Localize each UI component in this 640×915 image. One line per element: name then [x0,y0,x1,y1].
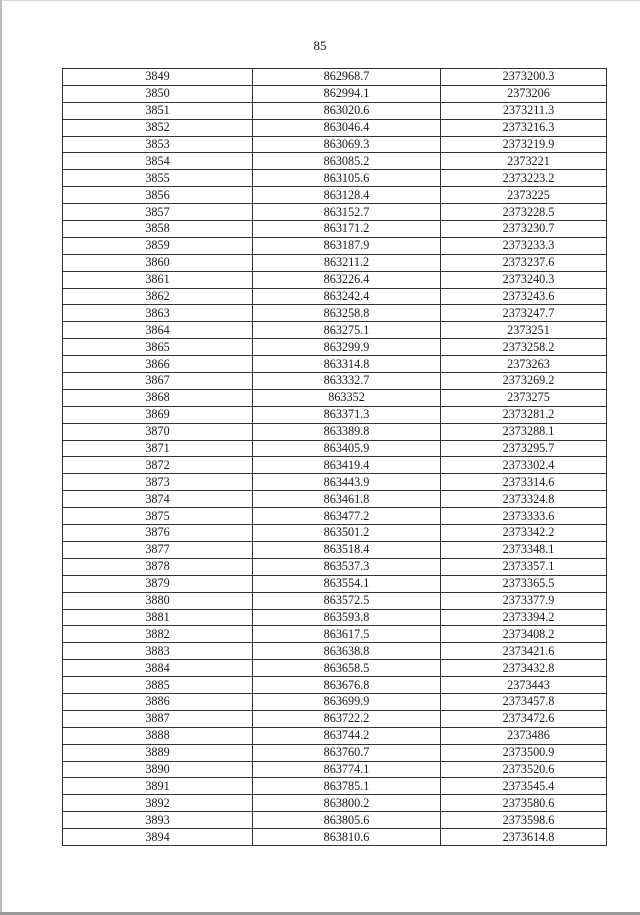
table-row [63,727,607,744]
y-coordinate-cell: 2373230.7 [441,221,607,238]
x-coordinate-cell: 863676.8 [253,677,441,694]
x-coordinate-cell: 863617.5 [253,626,441,643]
table-row [63,440,607,457]
y-coordinate-cell: 2373365.5 [441,575,607,592]
y-coordinate-cell: 2373233.3 [441,237,607,254]
y-coordinate-cell: 2373520.6 [441,761,607,778]
y-coordinate-cell: 2373486 [441,727,607,744]
table-row [63,508,607,525]
x-coordinate-cell: 863152.7 [253,204,441,221]
y-coordinate-cell: 2373281.2 [441,406,607,423]
coordinate-table [62,68,607,846]
y-coordinate-cell: 2373614.8 [441,829,607,846]
table-row [63,592,607,609]
y-coordinate-cell: 2373219.9 [441,136,607,153]
y-coordinate-cell: 2373348.1 [441,541,607,558]
x-coordinate-cell: 863314.8 [253,356,441,373]
x-coordinate-cell: 863443.9 [253,474,441,491]
y-coordinate-cell: 2373472.6 [441,710,607,727]
table-row [63,356,607,373]
coordinate-table-container [62,68,606,846]
x-coordinate-cell: 863537.3 [253,558,441,575]
table-row [63,136,607,153]
x-coordinate-cell: 863020.6 [253,102,441,119]
point-number-cell: 3880 [63,592,253,609]
y-coordinate-cell: 2373243.6 [441,288,607,305]
x-coordinate-cell: 863258.8 [253,305,441,322]
table-row [63,761,607,778]
table-row [63,710,607,727]
x-coordinate-cell: 863242.4 [253,288,441,305]
point-number-cell: 3869 [63,406,253,423]
x-coordinate-cell: 863275.1 [253,322,441,339]
table-row [63,373,607,390]
table-row [63,102,607,119]
x-coordinate-cell: 863800.2 [253,795,441,812]
point-number-cell: 3882 [63,626,253,643]
point-number-cell: 3872 [63,457,253,474]
y-coordinate-cell: 2373251 [441,322,607,339]
y-coordinate-cell: 2373269.2 [441,373,607,390]
table-row [63,271,607,288]
point-number-cell: 3879 [63,575,253,592]
point-number-cell: 3883 [63,643,253,660]
y-coordinate-cell: 2373500.9 [441,744,607,761]
table-row [63,575,607,592]
point-number-cell: 3858 [63,221,253,238]
table-row [63,119,607,136]
point-number-cell: 3871 [63,440,253,457]
x-coordinate-cell: 863722.2 [253,710,441,727]
x-coordinate-cell: 863389.8 [253,423,441,440]
table-row [63,457,607,474]
table-row [63,795,607,812]
x-coordinate-cell: 863085.2 [253,153,441,170]
y-coordinate-cell: 2373421.6 [441,643,607,660]
table-row [63,626,607,643]
y-coordinate-cell: 2373221 [441,153,607,170]
y-coordinate-cell: 2373580.6 [441,795,607,812]
point-number-cell: 3868 [63,389,253,406]
y-coordinate-cell: 2373545.4 [441,778,607,795]
table-row [63,204,607,221]
y-coordinate-cell: 2373342.2 [441,525,607,542]
point-number-cell: 3857 [63,204,253,221]
point-number-cell: 3891 [63,778,253,795]
table-row [63,541,607,558]
point-number-cell: 3866 [63,356,253,373]
y-coordinate-cell: 2373228.5 [441,204,607,221]
point-number-cell: 3870 [63,423,253,440]
table-row [63,237,607,254]
table-row [63,558,607,575]
x-coordinate-cell: 863518.4 [253,541,441,558]
y-coordinate-cell: 2373247.7 [441,305,607,322]
table-row [63,660,607,677]
table-row [63,778,607,795]
table-row [63,339,607,356]
point-number-cell: 3853 [63,136,253,153]
point-number-cell: 3867 [63,373,253,390]
point-number-cell: 3874 [63,491,253,508]
point-number-cell: 3864 [63,322,253,339]
point-number-cell: 3892 [63,795,253,812]
table-row [63,643,607,660]
x-coordinate-cell: 863477.2 [253,508,441,525]
table-row [63,389,607,406]
y-coordinate-cell: 2373324.8 [441,491,607,508]
y-coordinate-cell: 2373240.3 [441,271,607,288]
point-number-cell: 3894 [63,829,253,846]
point-number-cell: 3889 [63,744,253,761]
point-number-cell: 3855 [63,170,253,187]
y-coordinate-cell: 2373263 [441,356,607,373]
x-coordinate-cell: 863069.3 [253,136,441,153]
x-coordinate-cell: 863171.2 [253,221,441,238]
x-coordinate-cell: 863572.5 [253,592,441,609]
table-row [63,677,607,694]
table-row [63,170,607,187]
y-coordinate-cell: 2373357.1 [441,558,607,575]
x-coordinate-cell: 863810.6 [253,829,441,846]
x-coordinate-cell: 863187.9 [253,237,441,254]
x-coordinate-cell: 863638.8 [253,643,441,660]
x-coordinate-cell: 863046.4 [253,119,441,136]
x-coordinate-cell: 863760.7 [253,744,441,761]
table-row [63,322,607,339]
x-coordinate-cell: 863785.1 [253,778,441,795]
x-coordinate-cell: 863501.2 [253,525,441,542]
x-coordinate-cell: 863658.5 [253,660,441,677]
x-coordinate-cell: 863371.3 [253,406,441,423]
point-number-cell: 3884 [63,660,253,677]
point-number-cell: 3881 [63,609,253,626]
point-number-cell: 3885 [63,677,253,694]
point-number-cell: 3854 [63,153,253,170]
point-number-cell: 3873 [63,474,253,491]
point-number-cell: 3850 [63,85,253,102]
coordinate-table-body [63,69,607,846]
table-row [63,474,607,491]
x-coordinate-cell: 863226.4 [253,271,441,288]
table-row [63,829,607,846]
point-number-cell: 3862 [63,288,253,305]
point-number-cell: 3877 [63,541,253,558]
y-coordinate-cell: 2373443 [441,677,607,694]
x-coordinate-cell: 863593.8 [253,609,441,626]
table-row [63,491,607,508]
y-coordinate-cell: 2373457.8 [441,693,607,710]
x-coordinate-cell: 863405.9 [253,440,441,457]
table-row [63,187,607,204]
x-coordinate-cell: 863461.8 [253,491,441,508]
y-coordinate-cell: 2373200.3 [441,69,607,86]
y-coordinate-cell: 2373598.6 [441,812,607,829]
y-coordinate-cell: 2373225 [441,187,607,204]
table-row [63,254,607,271]
point-number-cell: 3851 [63,102,253,119]
y-coordinate-cell: 2373211.3 [441,102,607,119]
table-row [63,288,607,305]
point-number-cell: 3860 [63,254,253,271]
table-row [63,406,607,423]
point-number-cell: 3887 [63,710,253,727]
y-coordinate-cell: 2373333.6 [441,508,607,525]
table-row [63,693,607,710]
x-coordinate-cell: 863419.4 [253,457,441,474]
point-number-cell: 3890 [63,761,253,778]
x-coordinate-cell: 863105.6 [253,170,441,187]
point-number-cell: 3852 [63,119,253,136]
point-number-cell: 3865 [63,339,253,356]
y-coordinate-cell: 2373206 [441,85,607,102]
point-number-cell: 3876 [63,525,253,542]
point-number-cell: 3849 [63,69,253,86]
y-coordinate-cell: 2373216.3 [441,119,607,136]
table-row [63,744,607,761]
x-coordinate-cell: 863774.1 [253,761,441,778]
scan-edge-top [0,0,640,1]
point-number-cell: 3878 [63,558,253,575]
scan-edge-left [0,0,2,915]
y-coordinate-cell: 2373302.4 [441,457,607,474]
x-coordinate-cell: 863128.4 [253,187,441,204]
point-number-cell: 3893 [63,812,253,829]
y-coordinate-cell: 2373408.2 [441,626,607,643]
x-coordinate-cell: 863211.2 [253,254,441,271]
y-coordinate-cell: 2373223.2 [441,170,607,187]
y-coordinate-cell: 2373288.1 [441,423,607,440]
point-number-cell: 3861 [63,271,253,288]
point-number-cell: 3888 [63,727,253,744]
y-coordinate-cell: 2373432.8 [441,660,607,677]
x-coordinate-cell: 863805.6 [253,812,441,829]
table-row [63,221,607,238]
x-coordinate-cell: 862968.7 [253,69,441,86]
x-coordinate-cell: 863554.1 [253,575,441,592]
y-coordinate-cell: 2373275 [441,389,607,406]
table-row [63,812,607,829]
point-number-cell: 3856 [63,187,253,204]
table-row [63,69,607,86]
table-row [63,423,607,440]
point-number-cell: 3863 [63,305,253,322]
point-number-cell: 3875 [63,508,253,525]
table-row [63,305,607,322]
table-row [63,153,607,170]
x-coordinate-cell: 863744.2 [253,727,441,744]
y-coordinate-cell: 2373258.2 [441,339,607,356]
y-coordinate-cell: 2373394.2 [441,609,607,626]
y-coordinate-cell: 2373295.7 [441,440,607,457]
y-coordinate-cell: 2373314.6 [441,474,607,491]
table-row [63,85,607,102]
x-coordinate-cell: 862994.1 [253,85,441,102]
y-coordinate-cell: 2373377.9 [441,592,607,609]
table-row [63,525,607,542]
point-number-cell: 3859 [63,237,253,254]
x-coordinate-cell: 863299.9 [253,339,441,356]
x-coordinate-cell: 863352 [253,389,441,406]
x-coordinate-cell: 863332.7 [253,373,441,390]
x-coordinate-cell: 863699.9 [253,693,441,710]
point-number-cell: 3886 [63,693,253,710]
page-number: 85 [313,38,327,53]
y-coordinate-cell: 2373237.6 [441,254,607,271]
table-row [63,609,607,626]
